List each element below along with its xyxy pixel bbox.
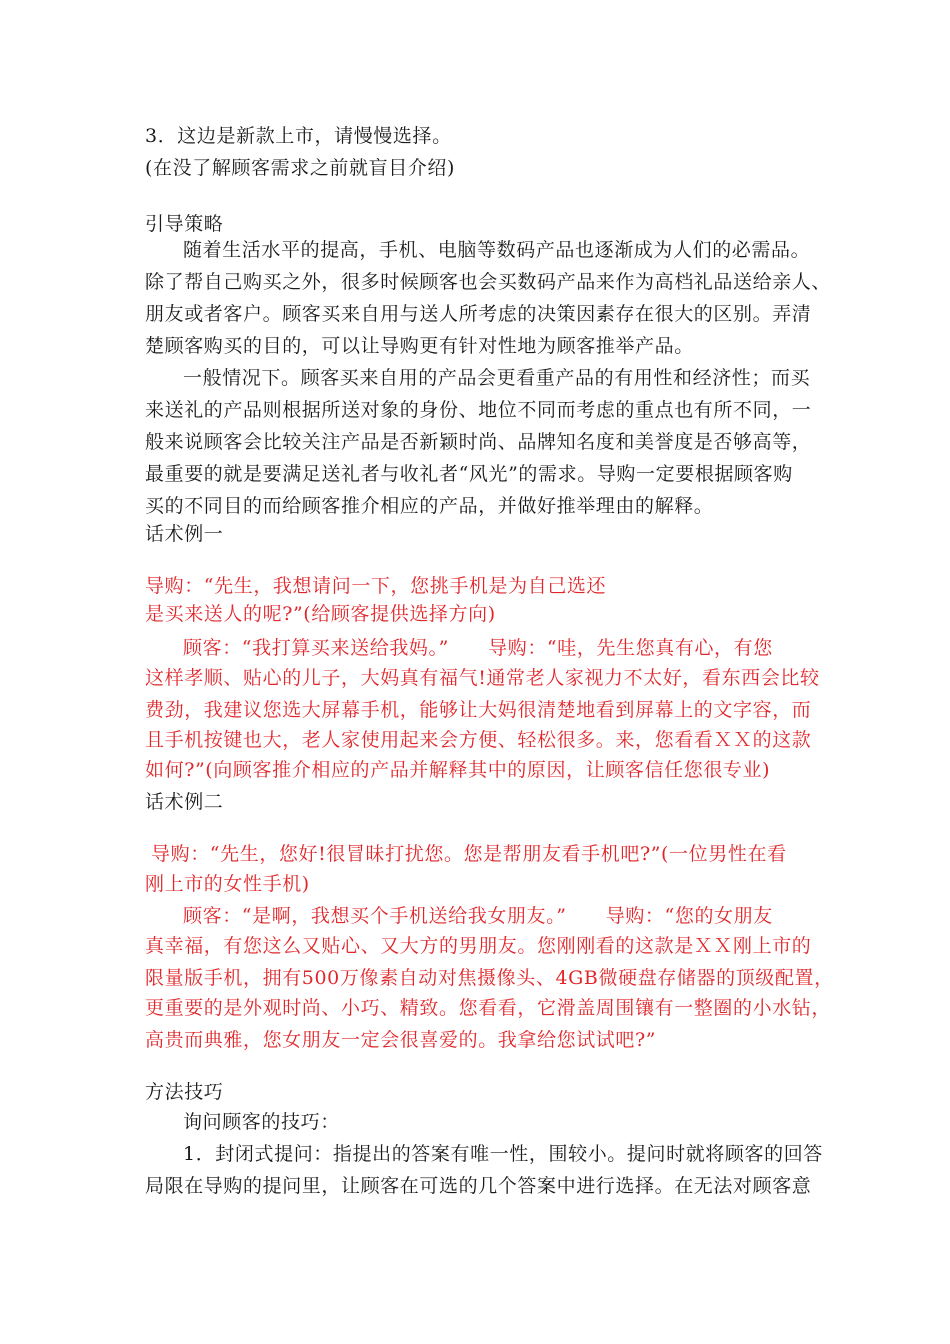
strategy-p1-line: 楚顾客购买的目的，可以让导购更有针对性地为顾客推举产品。 xyxy=(145,335,694,357)
example-2-line: 真幸福，有您这么又贴心、又大方的男朋友。您刚刚看的这款是ＸＸ刚上市的 xyxy=(145,935,812,957)
example-1-line: 是买来送人的呢?”(给顾客提供选择方向) xyxy=(145,603,496,625)
example-1-line: 导购：“先生，我想请问一下，您挑手机是为自己选还 xyxy=(145,575,607,597)
strategy-p1-line: 朋友或者客户。顾客买来自用与送人所考虑的决策因素存在很大的区别。弄清 xyxy=(145,303,812,325)
strategy-p2-line: 一般情况下。顾客买来自用的产品会更看重产品的有用性和经济性；而买 xyxy=(183,367,811,389)
example-1-line: 如何?”(向顾客推介相应的产品并解释其中的原因，让顾客信任您很专业) xyxy=(145,759,771,781)
example-2-line: 顾客：“是啊，我想买个手机送给我女朋友。” 导购：“您的女朋友 xyxy=(183,905,773,927)
example-2-line: 高贵而典雅，您女朋友一定会很喜爱的。我拿给您试试吧?” xyxy=(145,1029,657,1051)
example-1-line: 费劲，我建议您选大屏幕手机，能够让大妈很清楚地看到屏幕上的文字容，而 xyxy=(145,699,812,721)
item-3-note: (在没了解顾客需求之前就盲目介绍) xyxy=(145,157,456,179)
item-3: 3．这边是新款上市，请慢慢选择。 xyxy=(145,125,452,147)
strategy-p2-line: 来送礼的产品则根据所送对象的身份、地位不同而考虑的重点也有所不同，一 xyxy=(145,399,812,421)
methods-subheading: 询问顾客的技巧： xyxy=(183,1111,340,1133)
strategy-p1-line: 除了帮自己购买之外，很多时候顾客也会买数码产品来作为高档礼品送给亲人、 xyxy=(145,271,832,293)
example-1-heading: 话术例一 xyxy=(145,523,224,545)
example-2-heading: 话术例二 xyxy=(145,791,224,813)
strategy-p1-line: 随着生活水平的提高，手机、电脑等数码产品也逐渐成为人们的必需品。 xyxy=(183,239,811,261)
example-2-line: 导购：“先生，您好!很冒昧打扰您。您是帮朋友看手机吧?”(一位男性在看 xyxy=(151,843,787,865)
example-1-line: 且手机按键也大，老人家使用起来会方便、轻松很多。来，您看看ＸＸ的这款 xyxy=(145,729,812,751)
example-1-line: 这样孝顺、贴心的儿子，大妈真有福气!通常老人家视力不太好，看东西会比较 xyxy=(145,667,820,689)
strategy-p2-line: 最重要的就是要满足送礼者与收礼者“风光”的需求。导购一定要根据顾客购 xyxy=(145,463,793,485)
example-2-line: 刚上市的女性手机) xyxy=(145,873,310,895)
methods-heading: 方法技巧 xyxy=(145,1081,224,1103)
strategy-heading: 引导策略 xyxy=(145,213,224,235)
example-2-line: 更重要的是外观时尚、小巧、精致。您看看，它滑盖周围镶有一整圈的小水钻， xyxy=(145,997,832,1019)
strategy-p2-line: 买的不同目的而给顾客推介相应的产品，并做好推举理由的解释。 xyxy=(145,495,714,517)
methods-p1-line: 局限在导购的提问里，让顾客在可选的几个答案中进行选择。在无法对顾客意 xyxy=(145,1175,812,1197)
methods-p1-line: 1．封闭式提问：指提出的答案有唯一性，围较小。提问时就将顾客的回答 xyxy=(183,1143,823,1165)
example-2-line: 限量版手机，拥有500万像素自动对焦摄像头、4GB微硬盘存储器的顶级配置， xyxy=(145,967,834,989)
strategy-p2-line: 般来说顾客会比较关注产品是否新颖时尚、品牌知名度和美誉度是否够高等， xyxy=(145,431,812,453)
example-1-line: 顾客：“我打算买来送给我妈。” 导购：“哇，先生您真有心，有您 xyxy=(183,637,773,659)
